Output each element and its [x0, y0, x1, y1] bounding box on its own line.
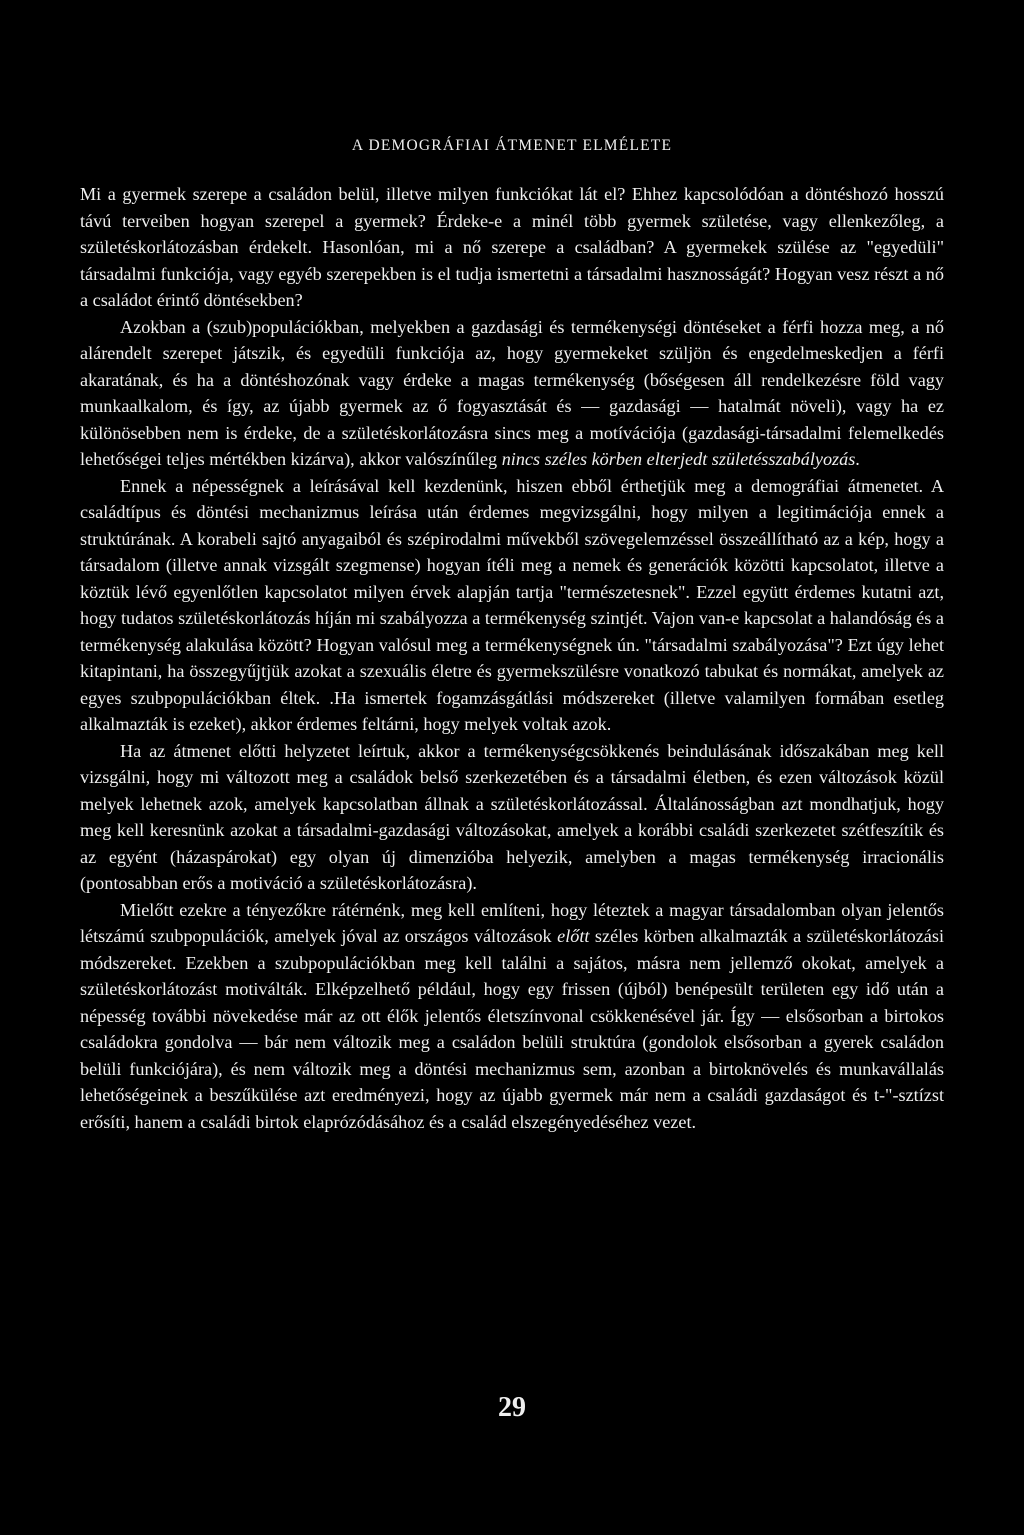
paragraph-5-text: Mielőtt ezekre a tényezőkre rátérnénk, meg kell említeni, hogy léteztek a magyar társadalomban olyan jelentős létszámú szubpopulációk, amelyek jóval az országos változások — [80, 899, 944, 946]
paragraph-3 — [80, 473, 944, 738]
paragraph-5 — [80, 897, 944, 1136]
paragraph-2-text: Azokban a (szub)populációkban, melyekben a gazdasági és termékenységi döntéseket a férfi hozza meg, a nő alárendelt szerepet játszik, és egyedüli funkciója az, hogy gyermekeket szüljön és engedelmeskedjen a férfi akaratának, és ha a döntéshozónak vagy érdeke a magas termékenység (bőségesen áll rendelkezésre föld vagy munkaalkalom, és így, az újabb gyermek az ő fogyasztását és — gazdasági — hatalmát növeli), vagy ha ez különösebben nem is érdeke, de a születéskorlátozásra sincs meg a motívációja (gazdasági-társadalmi felemelkedés lehetőségei teljes mértékben kizárva), akkor valószínűleg — [80, 316, 944, 469]
page-number: 29 — [498, 1392, 526, 1423]
paragraph-1-text: Mi a gyermek szerepe a családon belül, illetve milyen funkciókat lát el? Ehhez kapcsolódóan a döntéshozó hosszú távú terveiben hogyan szerepel a gyermek? Érdeke-e a minél több gyermek születése, vagy ellenkezőleg, a születéskorlátozásban érdekelt. Hasonlóan, mi a nő szerepe a családban? A gyermekek szülése az "egyedüli" társadalmi funkciója, vagy egyéb szerepekben is el tudja ismertetni a társadalmi hasznosságát? Hogyan vesz részt a nő a családot érintő döntésekben? — [80, 184, 944, 310]
paragraph-4-text: Ha az átmenet előtti helyzetet leírtuk, akkor a termékenységcsökkenés beindulásának időszakában meg kell vizsgálni, hogy mi változott meg a családok belső szerkezetében és a társadalmi életben, és ezen változások közül melyek lehetnek azok, amelyek kapcsolatban állnak a születéskorlátozással. Általánosságban azt mondhatjuk, hogy meg kell keresnünk azokat a társadalmi-gazdasági változásokat, amelyek a korábbi családi szerkezetet szétfeszítik és az egyént (házaspárokat) egy olyan új dimenzióba helyezik, amelyben a magas termékenység irracionális (pontosabban erős a motiváció a születéskorlátozásra). — [80, 740, 944, 893]
body-text — [80, 181, 944, 1135]
running-head: A DEMOGRÁFIAI ÁTMENET ELMÉLETE — [351, 137, 673, 154]
paragraph-2 — [80, 314, 944, 473]
paragraph-2-end: . — [855, 449, 860, 469]
paragraph-3-text: Ennek a népességnek a leírásával kell kezdenünk, hiszen ebből érthetjük meg a demográfiai átmenetet. A családtípus és döntési mechanizmus leírása után érdemes megvizsgálni, hogy milyen a legitimációja ennek a struktúrának. A korabeli sajtó anyagaiból és szépirodalmi művekből szövegelemzéssel összeállítható az a kép, hogy a társadalom (illetve annak vizsgált szegmense) hogyan ítéli meg a nemek és generációk közötti kapcsolatot, illetve a köztük lévő egyenlőtlen kapcsolatot milyen érvek alapján tartja "természetesnek". Ezzel együtt érdemes kutatni azt, hogy tudatos születéskorlátozás híján mi szabályozza a termékenység szintjét. Vajon van-e kapcsolat a halandóság és a termékenység alakulása között? Hogyan valósul meg a termékenységnek ún. "társadalmi szabályozása"? Ezt úgy lehet kitapintani, ha összegyűjtjük azokat a szexuális életre és gyermekszülésre vonatkozó tabukat és normákat, amelyek az egyes szubpopulációkban éltek. .Ha ismertek fogamzásgátlási módszereket (illetve valamilyen formában esetleg alkalmazták is ezeket), akkor érdemes feltárni, hogy melyek voltak azok. — [80, 475, 944, 734]
paragraph-5-emphasis: előtt — [557, 926, 590, 946]
paragraph-1 — [80, 181, 944, 314]
paragraph-5-text-cont: széles körben alkalmazták a születéskorlátozási módszereket. Ezekben a szubpopulációkban meg kell találni a sajátos, másra nem jellemző okokat, amelyek a születéskorlátozást motiválták. Elképzelhető például, hogy egy frissen (újból) benépesült területen egy idő után a népesség további növekedése már az ott élők jelentős életszínvonal csökkenésével jár. Így — elsősorban a birtokos családokra gondolva — bár nem változik meg a családon belüli struktúra (gondolok elsősorban a gyerek családon belüli funkciójára), és nem változik meg a döntési mechanizmus sem, azonban a birtoknövelés és munkavállalás lehetőségeinek a beszűkülése azt eredményezi, hogy az újabb gyermek már nem a családi gazdaságot és t-"-sztízst erősíti, hanem a családi birtok elaprózódásához és a család elszegényedéséhez vezet. — [80, 926, 944, 1132]
paragraph-4 — [80, 738, 944, 897]
paragraph-2-emphasis: nincs széles körben elterjedt születésszabályozás — [501, 449, 856, 469]
